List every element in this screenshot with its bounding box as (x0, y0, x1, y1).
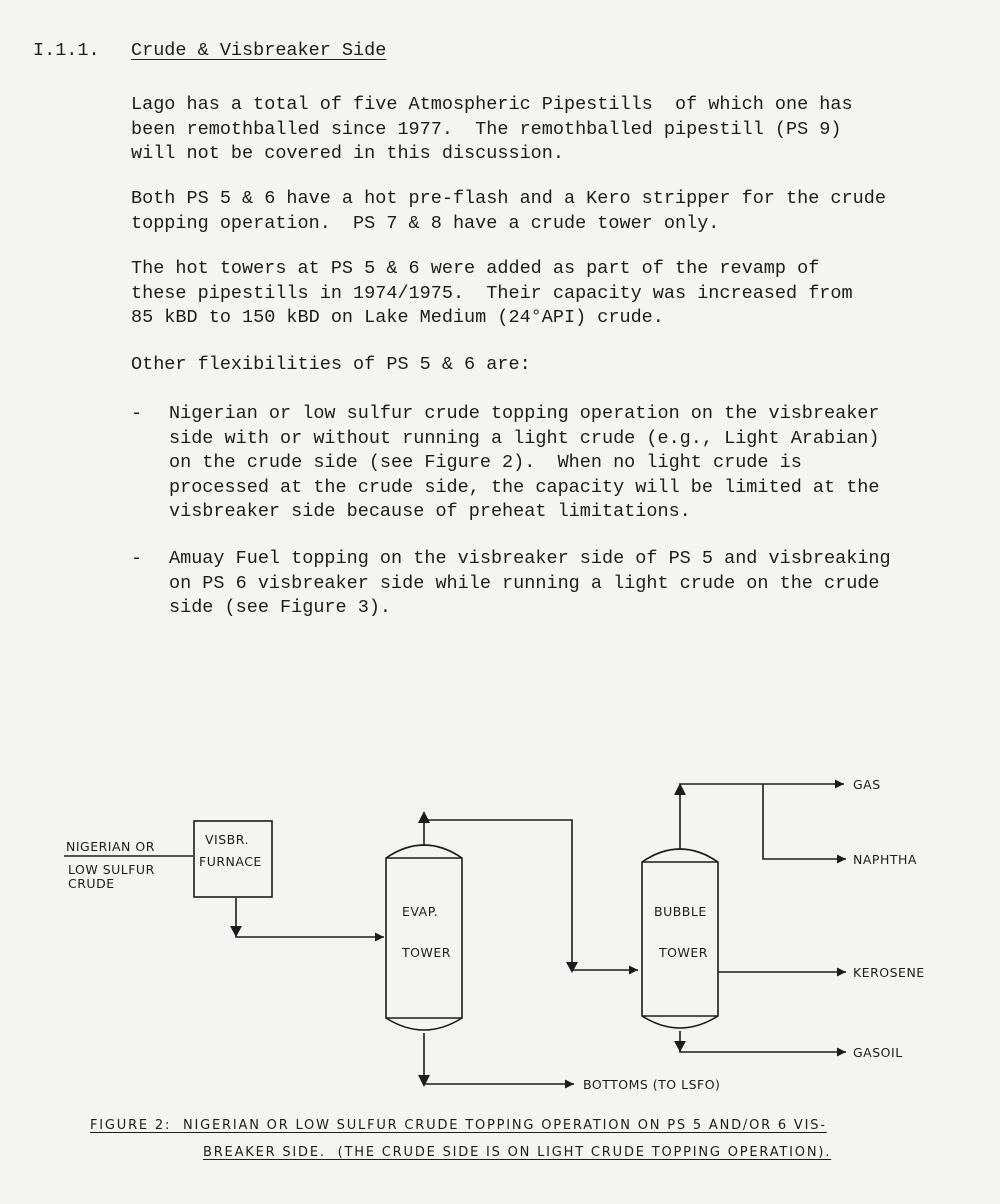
paragraph-revamp (131, 257, 981, 331)
paragraph-pipestills (131, 93, 981, 167)
feed-label-line2: LOW SULFUR (68, 862, 155, 877)
evap-overhead-line (424, 820, 638, 970)
text-line: Nigerian or low sulfur crude topping operation on the visbreaker (169, 403, 880, 424)
product-label-gas: GAS (853, 777, 881, 792)
text-line: on the crude side (see Figure 2). When no light crude is (169, 452, 802, 473)
text-line: Other flexibilities of PS 5 & 6 are: (131, 354, 531, 375)
bubble-tower-label-line2: TOWER (659, 945, 708, 960)
text-line: Both PS 5 & 6 have a hot pre-flash and a Kero stripper for the crude (131, 188, 886, 209)
paragraph-flexibilities (131, 353, 981, 378)
text-line: Amuay Fuel topping on the visbreaker side of PS 5 and visbreaking (169, 548, 891, 569)
bubble-tower-label-line1: BUBBLE (654, 904, 707, 919)
text-line: side with or without running a light crude (e.g., Light Arabian) (169, 427, 880, 449)
evap-tower-vessel (386, 845, 462, 1030)
bubble-tower-vessel (642, 849, 718, 1028)
bullet-marker: - (131, 403, 143, 424)
gas-line (680, 784, 844, 849)
text-line: The hot towers at PS 5 & 6 were added as part of the revamp of (131, 258, 820, 279)
text-line: visbreaker side because of preheat limitations. (169, 501, 691, 522)
text-line: been remothballed since 1977. The remothballed pipestill (PS 9) (131, 118, 842, 140)
bullet-marker: - (131, 548, 143, 569)
bottoms-down-arrowhead (418, 1075, 430, 1087)
paragraph-hot-preflash (131, 187, 981, 236)
section-title: Crude & Visbreaker Side (131, 40, 387, 61)
product-label-kerosene: KEROSENE (853, 965, 925, 980)
furnace-label-line1: VISBR. (205, 832, 249, 847)
bottoms-line (424, 1033, 574, 1084)
figure-caption-line2: BREAKER SIDE. (THE CRUDE SIDE IS ON LIGHT CRUDE TOPPING OPERATION). (203, 1145, 832, 1160)
furnace-outlet-arrowhead (230, 926, 242, 937)
evap-tower-label-line2: TOWER (402, 945, 451, 960)
feed-label-line1: NIGERIAN OR (66, 839, 155, 854)
product-label-gasoil: GASOIL (853, 1045, 903, 1060)
product-label-naphtha: NAPHTHA (853, 852, 917, 867)
naphtha-line (763, 784, 846, 859)
text-line: topping operation. PS 7 & 8 have a crude tower only. (131, 212, 720, 234)
text-line: 85 kBD to 150 kBD on Lake Medium (24°API) crude. (131, 307, 664, 328)
text-line: side (see Figure 3). (169, 597, 392, 618)
feed-label-line3: CRUDE (68, 876, 115, 891)
process-flow-diagram (0, 760, 1000, 1110)
text-line: will not be covered in this discussion. (131, 143, 564, 164)
figure-caption-line1: FIGURE 2: NIGERIAN OR LOW SULFUR CRUDE TOPPING OPERATION ON PS 5 AND/OR 6 VIS- (90, 1118, 827, 1133)
evap-overhead-arrowhead (418, 811, 430, 823)
overhead-down-arrowhead (566, 962, 578, 973)
gasoil-line (680, 1031, 846, 1052)
text-line: processed at the crude side, the capacity will be limited at the (169, 476, 880, 498)
evap-tower-label-line1: EVAP. (402, 904, 439, 919)
gasoil-down-arrowhead (674, 1041, 686, 1052)
text-line: these pipestills in 1974/1975. Their capacity was increased from (131, 282, 853, 304)
text-line: on PS 6 visbreaker side while running a light crude on the crude (169, 572, 880, 594)
furnace-label-line2: FURNACE (199, 854, 262, 869)
product-label-bottoms: BOTTOMS (TO LSFO) (583, 1077, 721, 1092)
section-number: I.1.1. (33, 40, 100, 61)
furnace-to-evap-line (236, 898, 384, 937)
text-line: Lago has a total of five Atmospheric Pipestills of which one has (131, 94, 853, 115)
